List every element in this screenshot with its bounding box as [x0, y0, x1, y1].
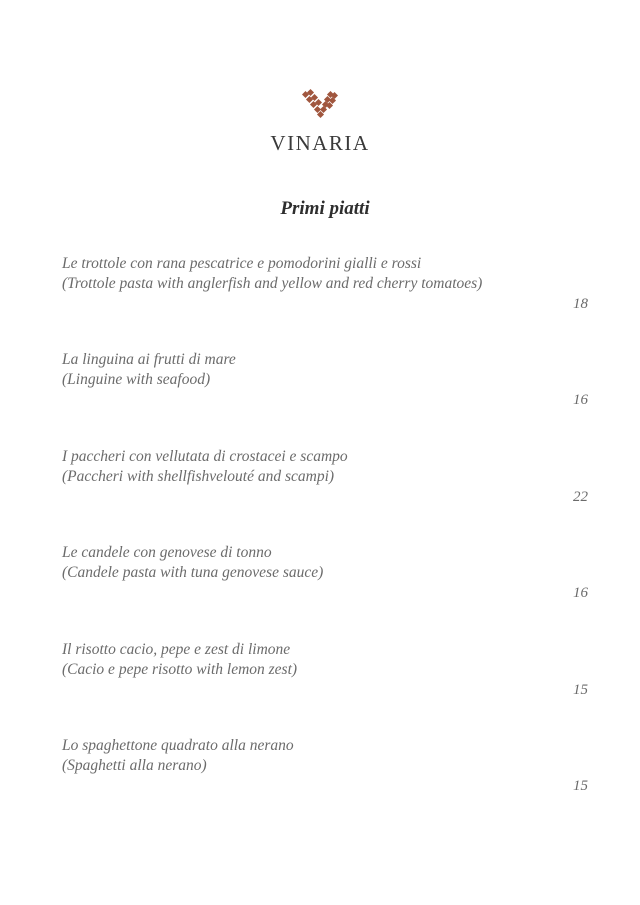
- item-name-italian: La linguina ai frutti di mare: [62, 351, 236, 368]
- item-name-english: (Linguine with seafood): [62, 371, 211, 388]
- item-name-italian: I paccheri con vellutata di crostacei e scampo: [62, 448, 348, 465]
- item-name-english: (Trottole pasta with anglerfish and yellow and red cherry tomatoes): [62, 275, 483, 292]
- item-name-italian: Le trottole con rana pescatrice e pomodorini gialli e rossi: [62, 255, 422, 272]
- item-price: 15: [573, 778, 588, 794]
- menu-item: [62, 543, 592, 601]
- logo: [0, 88, 640, 120]
- item-price: 16: [573, 585, 588, 601]
- item-price: 18: [573, 296, 588, 312]
- vine-heart-icon: [302, 88, 338, 120]
- menu-item: [62, 254, 592, 312]
- item-name-italian: Lo spaghettone quadrato alla nerano: [62, 737, 294, 754]
- item-name-english: (Cacio e pepe risotto with lemon zest): [62, 661, 298, 678]
- item-price: 16: [573, 392, 588, 408]
- section-title: Primi piatti: [280, 198, 370, 219]
- menu-item: [62, 350, 592, 408]
- menu-item: [62, 447, 592, 505]
- item-price: 22: [573, 489, 588, 505]
- item-name-english: (Paccheri with shellfishvelouté and scampi): [62, 468, 335, 485]
- item-name-english: (Candele pasta with tuna genovese sauce): [62, 564, 324, 581]
- item-name-italian: Le candele con genovese di tonno: [62, 544, 272, 561]
- item-price: 15: [573, 682, 588, 698]
- menu-item: [62, 640, 592, 698]
- item-name-italian: Il risotto cacio, pepe e zest di limone: [62, 641, 291, 658]
- item-name-english: (Spaghetti alla nerano): [62, 757, 207, 774]
- brand-name: VINARIA: [270, 131, 370, 155]
- menu-item: [62, 736, 592, 794]
